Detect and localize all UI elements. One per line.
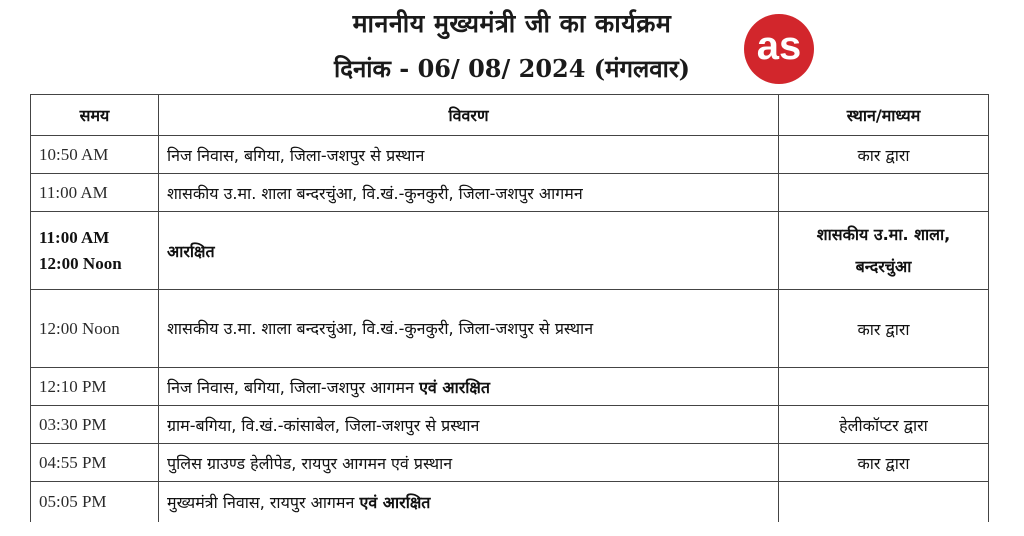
table-row <box>31 406 989 444</box>
row-place: हेलीकॉप्टर द्वारा <box>779 406 989 444</box>
row-time-start: 11:00 AM <box>39 227 110 247</box>
row-time: 12:00 Noon <box>31 290 159 368</box>
row-time: 04:55 PM <box>31 444 159 482</box>
row-time: 05:05 PM <box>31 482 159 522</box>
schedule-table <box>30 94 989 522</box>
row-place: कार द्वारा <box>779 444 989 482</box>
row-time: 12:10 PM <box>31 368 159 406</box>
row-description <box>159 482 779 522</box>
table-row <box>31 290 989 368</box>
table-row <box>31 368 989 406</box>
row-place: कार द्वारा <box>779 136 989 174</box>
table-row <box>31 174 989 212</box>
table-row <box>31 482 989 522</box>
table-row <box>31 212 989 290</box>
row-description: आरक्षित <box>159 212 779 290</box>
row-description-text: निज निवास, बगिया, जिला-जशपुर आगमन <box>167 377 414 397</box>
header-time: समय <box>31 95 159 136</box>
row-place: कार द्वारा <box>779 290 989 368</box>
table-row <box>31 444 989 482</box>
row-place <box>779 212 989 290</box>
row-description: ग्राम-बगिया, वि.खं.-कांसाबेल, जिला-जशपुर से प्रस्थान <box>159 406 779 444</box>
row-description <box>159 368 779 406</box>
table-row <box>31 136 989 174</box>
row-time <box>31 212 159 290</box>
row-time-end: 12:00 Noon <box>39 253 122 273</box>
header-place: स्थान/माध्यम <box>779 95 989 136</box>
as-logo <box>744 14 814 84</box>
logo-text: as <box>756 24 802 68</box>
row-place <box>779 482 989 522</box>
date-line: दिनांक - 06/ 08/ 2024 (मंगलवार) <box>333 54 690 83</box>
row-time: 11:00 AM <box>31 174 159 212</box>
row-description-bold: एवं आरक्षित <box>359 492 431 512</box>
table-header-row <box>31 95 989 136</box>
row-place <box>779 174 989 212</box>
row-description: शासकीय उ.मा. शाला बन्दरचुंआ, वि.खं.-कुनकुरी, जिला-जशपुर से प्रस्थान <box>159 290 779 368</box>
row-time: 10:50 AM <box>31 136 159 174</box>
row-description: पुलिस ग्राउण्ड हेलीपेड, रायपुर आगमन एवं प्रस्थान <box>159 444 779 482</box>
row-description: शासकीय उ.मा. शाला बन्दरचुंआ, वि.खं.-कुनकुरी, जिला-जशपुर आगमन <box>159 174 779 212</box>
row-time: 03:30 PM <box>31 406 159 444</box>
row-place-line1: शासकीय उ.मा. शाला, <box>816 224 951 244</box>
row-description: निज निवास, बगिया, जिला-जशपुर से प्रस्थान <box>159 136 779 174</box>
row-place <box>779 368 989 406</box>
row-description-bold: एवं आरक्षित <box>419 377 491 397</box>
page-title: माननीय मुख्यमंत्री जी का कार्यक्रम <box>352 9 672 38</box>
header-details: विवरण <box>159 95 779 136</box>
row-place-line2: बन्दरचुंआ <box>855 256 912 276</box>
row-description-text: मुख्यमंत्री निवास, रायपुर आगमन <box>167 492 355 512</box>
